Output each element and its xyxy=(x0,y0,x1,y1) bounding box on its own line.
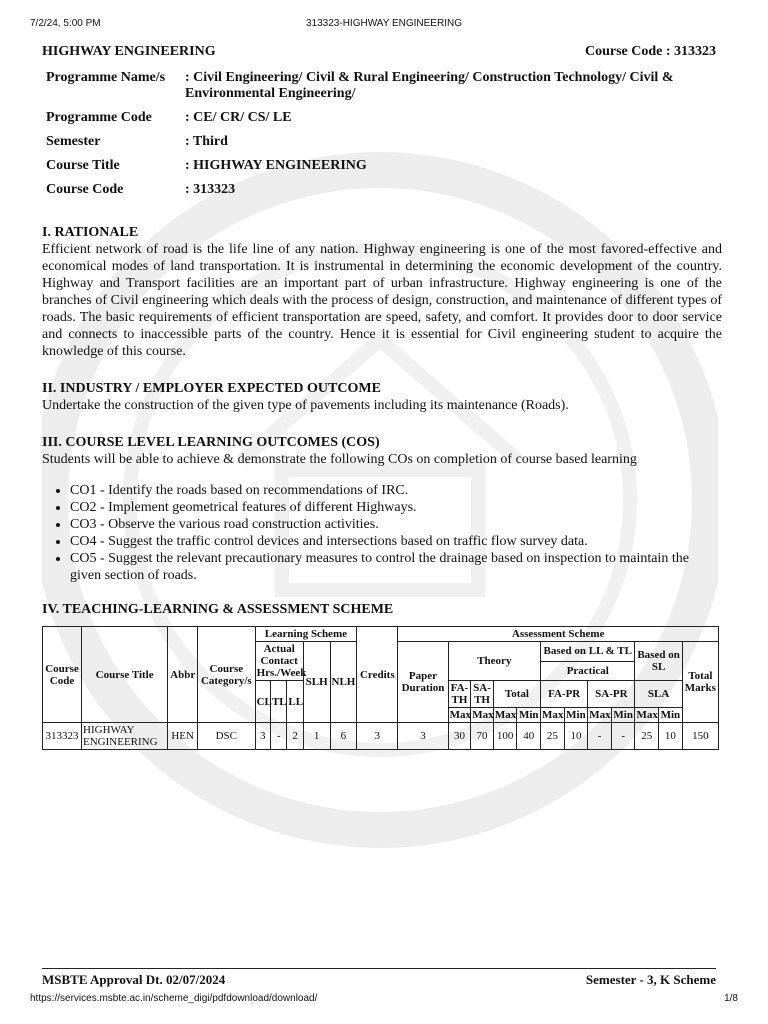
cos-intro: Students will be able to achieve & demonstrate the following COs on completion of course based learning xyxy=(42,452,637,467)
course-info-table xyxy=(44,68,724,204)
col-fa-pr: FA-PR xyxy=(541,681,588,708)
col-nlh: NLH xyxy=(330,642,357,723)
cell-category: DSC xyxy=(198,723,256,750)
col-min: Min xyxy=(517,708,541,723)
cell-abbr: HEN xyxy=(168,723,198,750)
col-course-title: Course Title xyxy=(82,627,168,723)
col-sa-pr: SA-PR xyxy=(588,681,635,708)
info-key: Semester xyxy=(46,134,101,149)
info-row xyxy=(44,180,724,204)
semester-scheme: Semester - 3, K Scheme xyxy=(585,972,716,987)
cell-paper: 3 xyxy=(398,723,448,750)
info-row xyxy=(44,156,724,180)
cell-credits: 3 xyxy=(357,723,398,750)
col-min: Min xyxy=(659,708,683,723)
co-item: • CO5 - Suggest the relevant precautionary measures to control the drainage based on inspection to maintain the given section of roads. xyxy=(70,550,722,584)
co-item: • CO3 - Observe the various road construction activities. xyxy=(70,516,722,533)
col-max: Max xyxy=(449,709,472,721)
cell-fa-th-max: 30 xyxy=(448,723,471,750)
col-total: Total xyxy=(493,681,540,708)
info-value: : 313323 xyxy=(185,182,236,197)
print-header xyxy=(30,18,738,32)
header-course-code: Course Code : 313323 xyxy=(584,44,716,59)
document-title: HIGHWAY ENGINEERING xyxy=(42,44,216,59)
cell-sla-min: 10 xyxy=(659,723,683,750)
col-sl: Based on SL xyxy=(635,642,682,681)
cell-sa-pr-min: - xyxy=(611,723,635,750)
info-value: : Civil Engineering/ Civil & Rural Engineering/ Construction Technology/ Civil & Environmental Engineering/ xyxy=(185,70,674,101)
print-url[interactable]: https://services.msbte.ac.in/scheme_digi/pdfdownload/download/ xyxy=(30,993,318,1004)
col-sa-th: SA-TH xyxy=(471,681,494,708)
industry-section xyxy=(42,380,722,414)
col-max: Max xyxy=(636,709,658,721)
col-paper-duration: Paper Duration xyxy=(398,642,448,723)
co-item: • CO2 - Implement geometrical features of different Highways. xyxy=(70,499,722,516)
cell-total-min: 40 xyxy=(517,723,541,750)
info-value: : Third xyxy=(185,134,228,149)
approval-date: MSBTE Approval Dt. 02/07/2024 xyxy=(42,972,226,987)
print-footer xyxy=(30,993,738,1007)
col-ll: LL xyxy=(287,681,303,723)
info-key: Course Code xyxy=(46,182,124,197)
col-total-marks: Total Marks xyxy=(682,642,718,723)
info-value: : CE/ CR/ CS/ LE xyxy=(185,110,292,125)
info-row xyxy=(44,108,724,132)
document-footer xyxy=(42,968,716,988)
co-item: • CO1 - Identify the roads based on recommendations of IRC. xyxy=(70,482,722,499)
cell-fa-pr-min: 10 xyxy=(564,723,588,750)
document-header xyxy=(42,44,716,60)
cell-total-marks: 150 xyxy=(682,723,718,750)
col-slh: SLH xyxy=(303,642,330,723)
cell-cl: 3 xyxy=(255,723,270,750)
col-abbr: Abbr xyxy=(168,627,198,723)
print-tab-title: 313323-HIGHWAY ENGINEERING xyxy=(306,18,462,29)
cell-sla-max: 25 xyxy=(635,723,659,750)
print-page-number: 1/8 xyxy=(724,993,738,1004)
col-fa-th: FA-TH xyxy=(448,681,471,708)
industry-heading: II. INDUSTRY / EMPLOYER EXPECTED OUTCOME xyxy=(42,381,381,396)
cell-sa-th-max: 70 xyxy=(471,723,494,750)
col-max: Max xyxy=(494,709,517,721)
cos-section xyxy=(42,434,722,584)
col-course-code: Course Code xyxy=(43,627,82,723)
co-list xyxy=(42,482,722,584)
col-min: Min xyxy=(564,708,588,723)
cell-title: HIGHWAY ENGINEERING xyxy=(82,723,168,750)
rationale-text: Efficient network of road is the life line of any nation. Highway engineering is one of the most favored-effective and economical modes of land transportation. It is instrumental in determining the economic development of the country. Highway and Transport facilities are an important part of urban infrastructure. Highway engineering is one of the branches of Civil engineering which deals with the process of design, construction, and maintenance of different types of roads. The basic requirements of efficient transportation are speed, safety, and comfort. It provides door to door service and connects to inaccessible parts of the country. Hence it is essential for Civil engineering student to acquire the knowledge of this course. xyxy=(42,242,722,359)
col-max: Max xyxy=(542,709,564,721)
info-key: Programme Name/s xyxy=(46,70,166,85)
info-row xyxy=(44,68,724,108)
cell-nlh: 6 xyxy=(330,723,357,750)
info-key: Course Title xyxy=(46,158,120,173)
co-item: • CO4 - Suggest the traffic control devices and intersections based on traffic flow survey data. xyxy=(70,533,722,550)
col-practical: Practical xyxy=(541,661,635,681)
table-row xyxy=(43,723,719,750)
col-contact-hrs: Actual Contact Hrs./Week xyxy=(256,643,307,679)
print-datetime: 7/2/24, 5:00 PM xyxy=(30,18,101,29)
cell-fa-pr-max: 25 xyxy=(541,723,565,750)
cell-sa-pr-max: - xyxy=(588,723,612,750)
col-ll-tl: Based on LL & TL xyxy=(541,642,635,662)
col-category: Course Category/s xyxy=(198,627,256,723)
col-max: Max xyxy=(589,709,611,721)
col-cl: CL xyxy=(255,681,270,723)
col-min: Min xyxy=(611,708,635,723)
col-theory: Theory xyxy=(448,642,540,681)
scheme-heading: IV. TEACHING-LEARNING & ASSESSMENT SCHEME xyxy=(42,602,394,617)
scheme-section xyxy=(42,601,722,618)
info-row xyxy=(44,132,724,156)
col-max: Max xyxy=(472,709,494,721)
col-sla: SLA xyxy=(635,681,682,708)
col-tl: TL xyxy=(270,681,286,723)
cell-ll: 2 xyxy=(287,723,303,750)
rationale-heading: I. RATIONALE xyxy=(42,225,139,240)
teaching-assessment-scheme-table xyxy=(42,626,719,750)
cell-code: 313323 xyxy=(43,723,82,750)
cell-total-max: 100 xyxy=(493,723,517,750)
industry-text: Undertake the construction of the given type of pavements including its maintenance (Roads). xyxy=(42,398,569,413)
cos-heading: III. COURSE LEVEL LEARNING OUTCOMES (COS) xyxy=(42,435,380,450)
col-assessment-scheme: Assessment Scheme xyxy=(398,627,719,642)
rationale-section xyxy=(42,224,722,360)
cell-tl: - xyxy=(270,723,286,750)
info-key: Programme Code xyxy=(46,110,152,125)
col-learning-scheme: Learning Scheme xyxy=(255,627,357,642)
col-credits: Credits xyxy=(357,627,398,723)
info-value: : HIGHWAY ENGINEERING xyxy=(185,158,367,173)
cell-slh: 1 xyxy=(303,723,330,750)
